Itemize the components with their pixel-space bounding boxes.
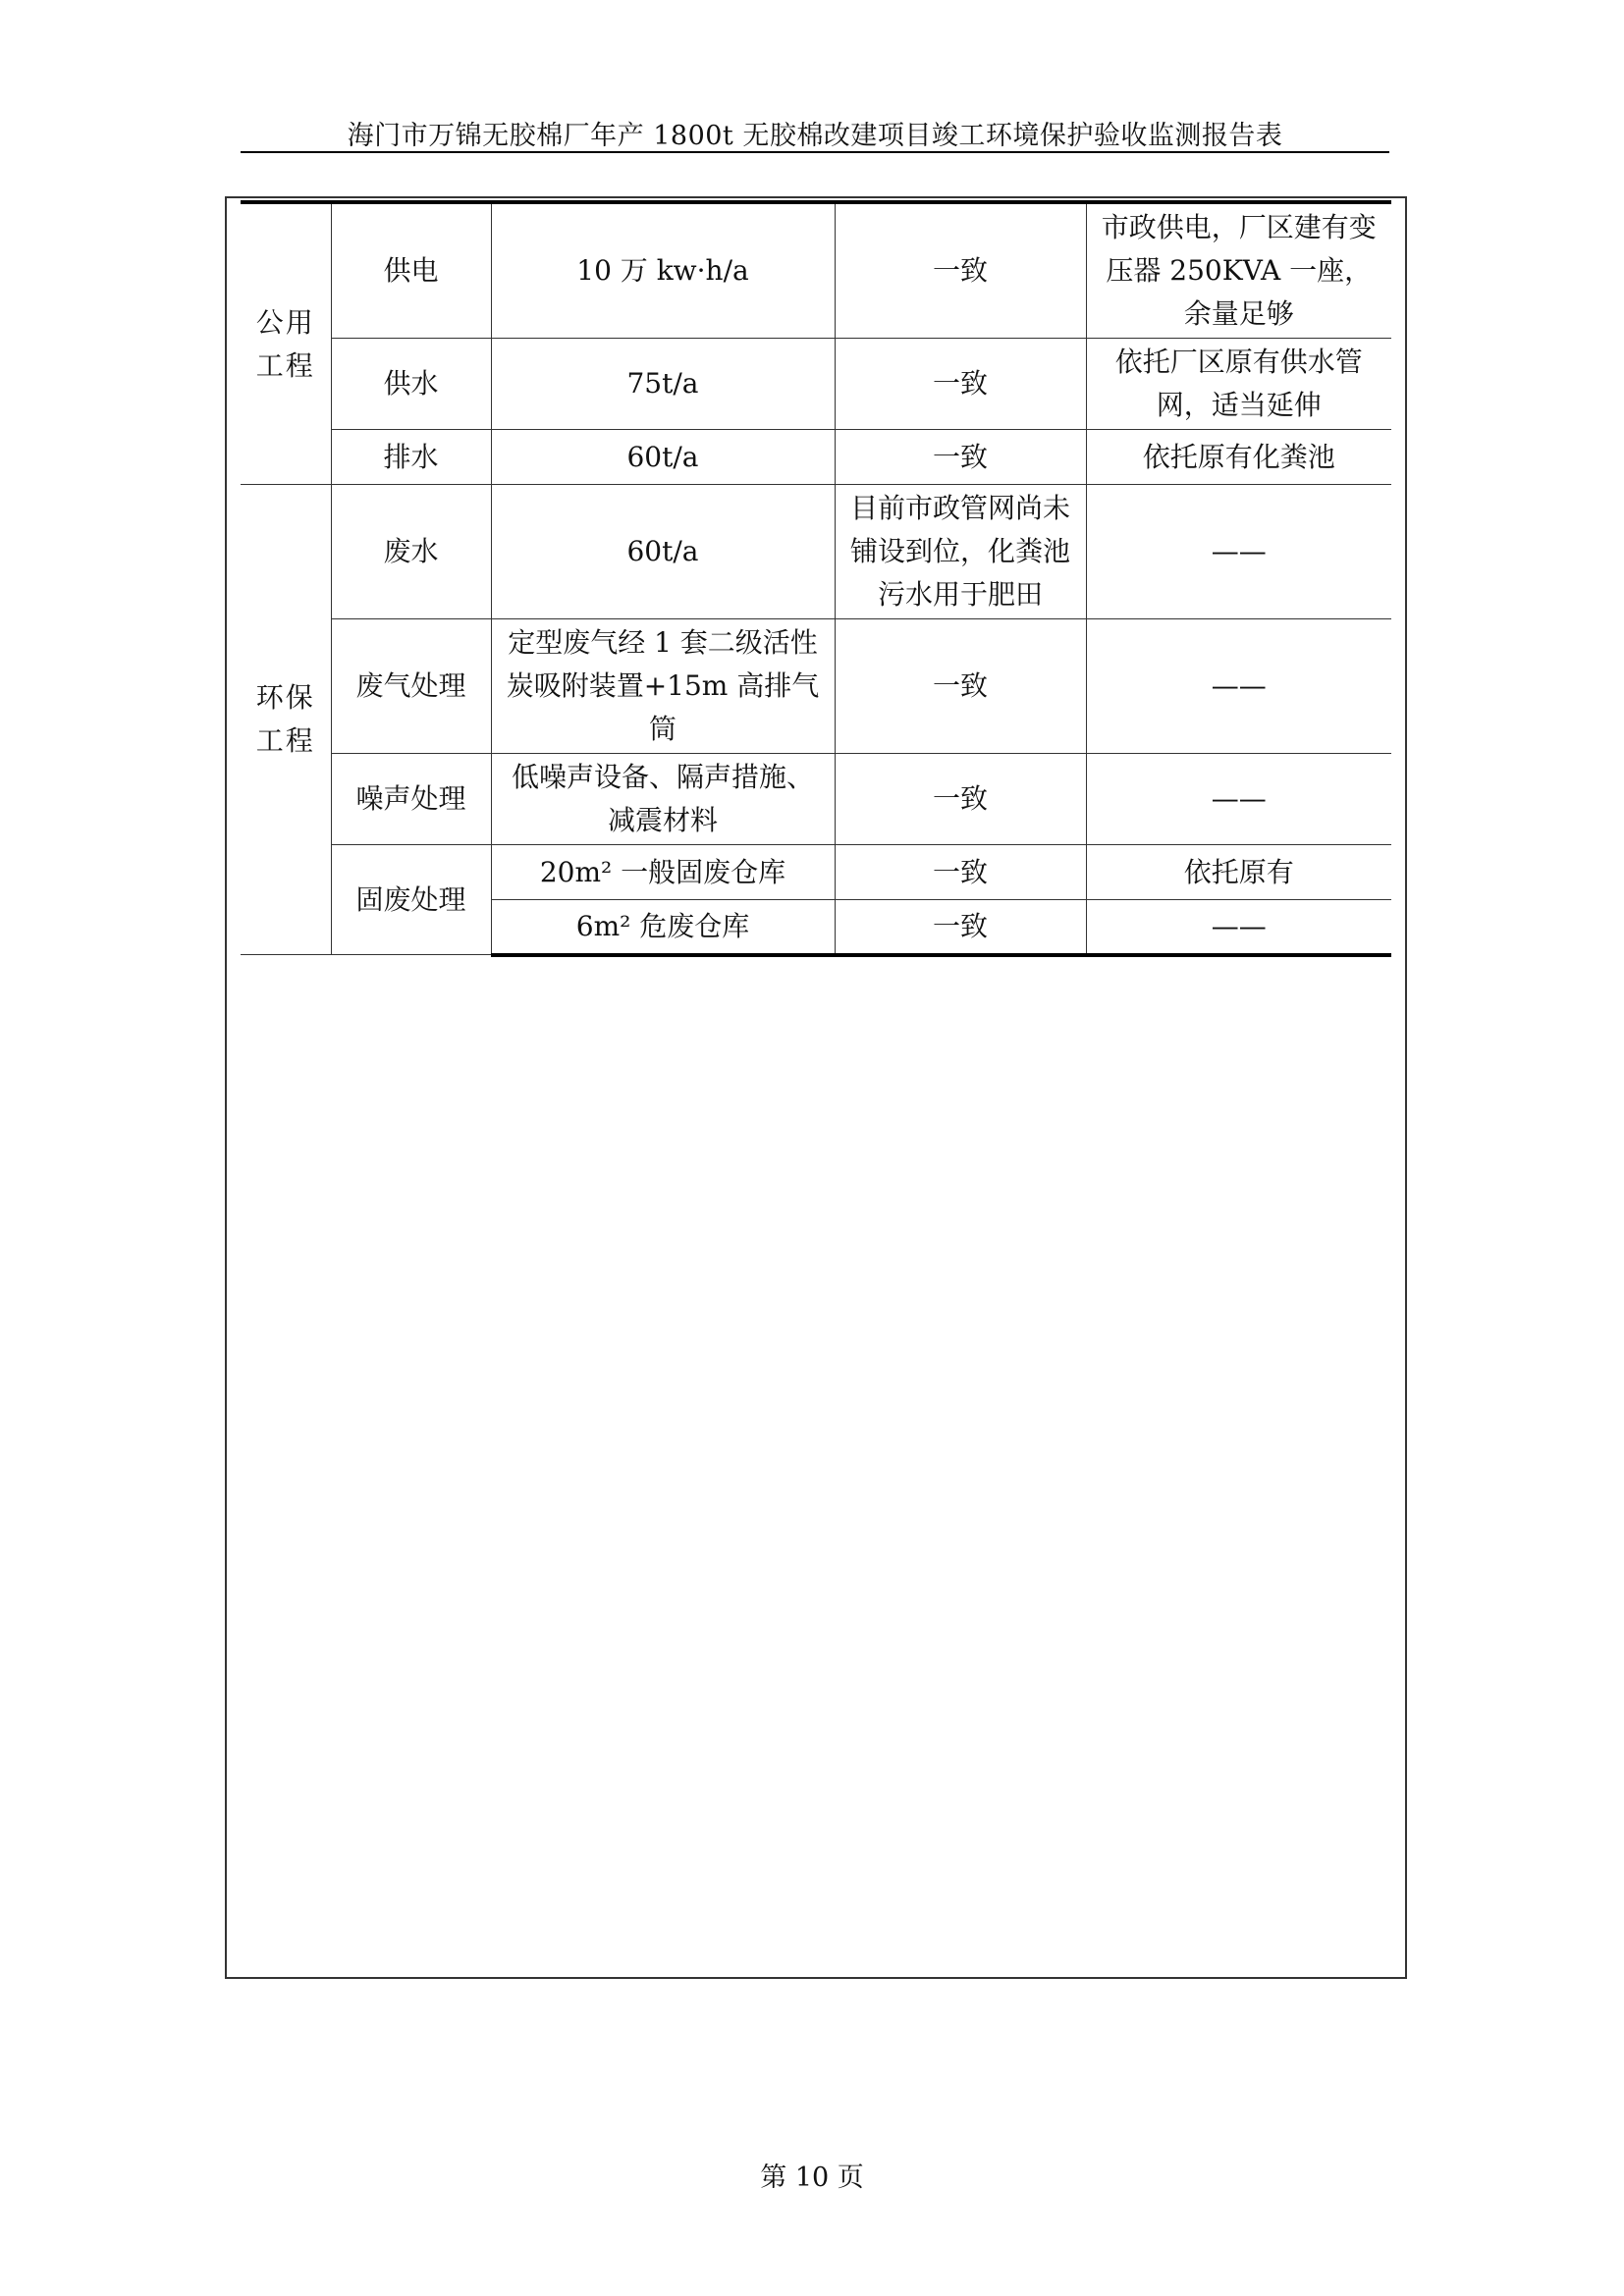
item-cell: 废水: [331, 485, 491, 619]
table-row: [241, 845, 1391, 900]
remark-cell: ——: [1086, 900, 1391, 955]
table-row: [241, 619, 1391, 754]
table-row: [241, 485, 1391, 619]
remark-cell: 依托原有化粪池: [1086, 430, 1391, 485]
design-cell: 10 万 kw·h/a: [491, 202, 835, 339]
page-number: 第 10 页: [760, 2163, 864, 2193]
table-row: [241, 202, 1391, 339]
category-cell: 公用 工程: [241, 202, 331, 485]
item-cell: 供电: [331, 202, 491, 339]
actual-cell: 一致: [835, 619, 1086, 754]
remark-cell: ——: [1086, 619, 1391, 754]
design-cell: 20m² 一般固废仓库: [491, 845, 835, 900]
remark-cell: 市政供电，厂区建有变压器 250KVA 一座，余量足够: [1086, 202, 1391, 339]
table-row: [241, 754, 1391, 845]
design-cell: 低噪声设备、隔声措施、减震材料: [491, 754, 835, 845]
actual-cell: 目前市政管网尚未铺设到位，化粪池污水用于肥田: [835, 485, 1086, 619]
report-header-title: 海门市万锦无胶棉厂年产 1800t 无胶棉改建项目竣工环境保护验收监测报告表: [347, 121, 1283, 151]
table-row: [241, 430, 1391, 485]
actual-cell: 一致: [835, 202, 1086, 339]
design-cell: 定型废气经 1 套二级活性炭吸附装置+15m 高排气筒: [491, 619, 835, 754]
design-cell: 60t/a: [491, 430, 835, 485]
remark-cell: ——: [1086, 754, 1391, 845]
table-row: [241, 339, 1391, 430]
actual-cell: 一致: [835, 900, 1086, 955]
item-cell: 噪声处理: [331, 754, 491, 845]
item-cell: 固废处理: [331, 845, 491, 955]
actual-cell: 一致: [835, 430, 1086, 485]
category-cell: 环保 工程: [241, 485, 331, 955]
actual-cell: 一致: [835, 339, 1086, 430]
actual-cell: 一致: [835, 845, 1086, 900]
design-cell: 6m² 危废仓库: [491, 900, 835, 955]
item-cell: 排水: [331, 430, 491, 485]
header-divider: [241, 151, 1389, 153]
item-cell: 废气处理: [331, 619, 491, 754]
item-cell: 供水: [331, 339, 491, 430]
remark-cell: 依托厂区原有供水管网，适当延伸: [1086, 339, 1391, 430]
design-cell: 75t/a: [491, 339, 835, 430]
remark-cell: ——: [1086, 485, 1391, 619]
design-cell: 60t/a: [491, 485, 835, 619]
project-construction-table: [241, 200, 1391, 957]
remark-cell: 依托原有: [1086, 845, 1391, 900]
actual-cell: 一致: [835, 754, 1086, 845]
